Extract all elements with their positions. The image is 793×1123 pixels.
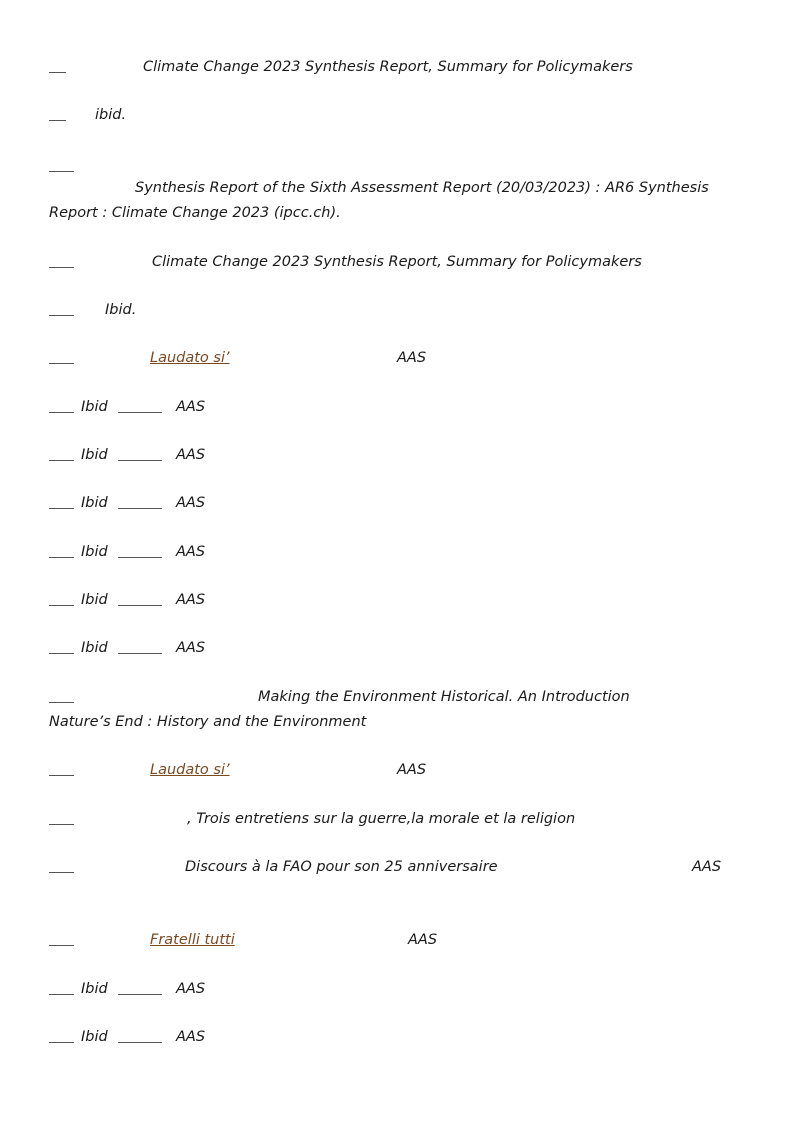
footnote-blank [118, 593, 162, 610]
footnote [49, 159, 74, 176]
footnote-marker [49, 159, 74, 172]
footnote-blank [118, 641, 162, 658]
footnote-marker [49, 690, 74, 703]
footnote-blank-line [118, 545, 162, 558]
footnote-title: Climate Change 2023 Synthesis Report, Summary for Policymakers [152, 254, 642, 270]
footnote-title: Ibid. [105, 302, 137, 318]
footnote-title: Ibid [81, 447, 108, 463]
footnote-title: Climate Change 2023 Synthesis Report, Summary for Policymakers [143, 59, 633, 75]
footnote-marker [49, 933, 74, 946]
footnote-source: AAS [408, 932, 438, 948]
footnote-title: Ibid [81, 640, 108, 656]
footnote-marker [49, 545, 74, 558]
footnote-continuation: Nature’s End : History and the Environment [49, 714, 367, 730]
footnote [49, 448, 74, 465]
footnote-blank [118, 496, 162, 513]
footnote-title: Making the Environment Historical. An Introduction [258, 689, 630, 705]
footnote [49, 812, 74, 829]
footnote-marker [49, 1030, 74, 1043]
footnote-blank [118, 448, 162, 465]
footnote-source: AAS [176, 592, 206, 608]
footnote [49, 641, 74, 658]
footnote-title: Synthesis Report of the Sixth Assessment Report (20/03/2023) : AR6 Synthesis [135, 180, 709, 196]
footnote [49, 933, 74, 950]
footnote [49, 496, 74, 513]
footnote [49, 108, 66, 125]
footnote-marker [49, 60, 66, 73]
footnote [49, 860, 74, 877]
footnote-source: AAS [692, 859, 722, 875]
footnote-title: Ibid [81, 399, 108, 415]
footnote-blank [118, 545, 162, 562]
footnote-blank-line [118, 448, 162, 461]
footnote-marker [49, 351, 74, 364]
footnote-title: Ibid [81, 1029, 108, 1045]
footnote-marker [49, 982, 74, 995]
footnote-title: Ibid [81, 981, 108, 997]
footnote [49, 400, 74, 417]
footnote-blank [118, 1030, 162, 1047]
footnote [49, 593, 74, 610]
footnote-marker [49, 255, 74, 268]
footnote-marker [49, 108, 66, 121]
footnote-marker [49, 496, 74, 509]
footnote-blank-line [118, 982, 162, 995]
footnote-continuation: Report : Climate Change 2023 (ipcc.ch). [49, 205, 341, 221]
footnote [49, 303, 74, 320]
footnote-marker [49, 641, 74, 654]
footnote-blank [118, 982, 162, 999]
footnote [49, 545, 74, 562]
footnote-marker [49, 763, 74, 776]
footnote-source: AAS [176, 495, 206, 511]
footnote-source: AAS [176, 447, 206, 463]
footnote-blank-line [118, 641, 162, 654]
footnote-source: AAS [176, 1029, 206, 1045]
footnote-blank-line [118, 496, 162, 509]
footnote-marker [49, 303, 74, 316]
footnote-title: ibid. [95, 107, 127, 123]
footnote-blank-line [118, 593, 162, 606]
footnote-link[interactable]: Laudato si’ [150, 762, 230, 778]
footnote-source: AAS [397, 762, 427, 778]
footnote [49, 60, 66, 77]
footnote [49, 255, 74, 272]
footnote-title: Ibid [81, 495, 108, 511]
footnote-marker [49, 593, 74, 606]
footnote-blank [118, 400, 162, 417]
footnote-source: AAS [176, 399, 206, 415]
footnote-link[interactable]: Laudato si’ [150, 350, 230, 366]
footnote-marker [49, 812, 74, 825]
footnote-marker [49, 860, 74, 873]
footnote [49, 1030, 74, 1047]
footnote-blank-line [118, 1030, 162, 1043]
footnote-source: AAS [397, 350, 427, 366]
footnote-title: Ibid [81, 544, 108, 560]
footnote-marker [49, 448, 74, 461]
footnote-link[interactable]: Fratelli tutti [150, 932, 235, 948]
footnote [49, 690, 74, 707]
footnote-title: , Trois entretiens sur la guerre,la morale et la religion [187, 811, 576, 827]
footnote [49, 351, 74, 368]
footnote-title: Ibid [81, 592, 108, 608]
footnote-blank-line [118, 400, 162, 413]
footnote [49, 763, 74, 780]
footnote [49, 982, 74, 999]
footnote-title: Discours à la FAO pour son 25 anniversaire [185, 859, 498, 875]
footnote-source: AAS [176, 640, 206, 656]
footnote-source: AAS [176, 981, 206, 997]
footnote-marker [49, 400, 74, 413]
footnote-source: AAS [176, 544, 206, 560]
